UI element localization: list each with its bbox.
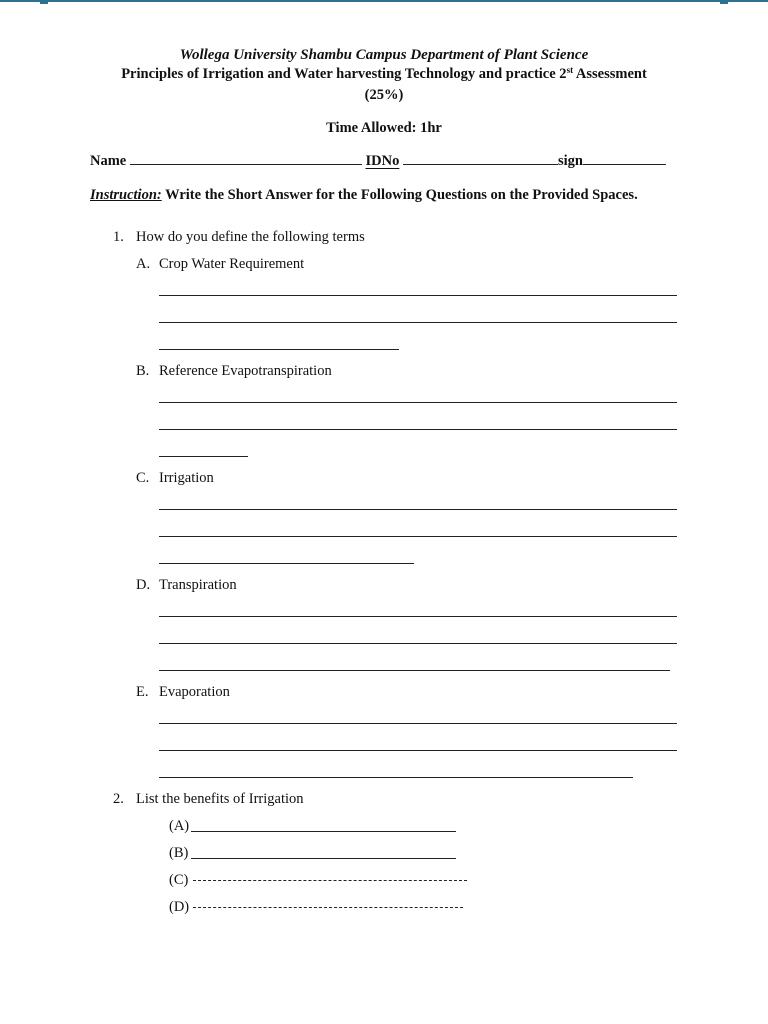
- student-info-row: [90, 152, 666, 170]
- answer-line[interactable]: [159, 322, 677, 323]
- question-1-number: 1.: [113, 229, 124, 245]
- q2-option-d-label: (D): [169, 899, 190, 915]
- course-title-suffix: Assessment: [573, 66, 647, 82]
- question-1-text: How do you define the following terms: [136, 229, 365, 245]
- instruction-text: Write the Short Answer for the Following Questions on the Provided Spaces.: [161, 187, 638, 203]
- q2-answer-line-d[interactable]: [193, 907, 463, 908]
- q1-item-b-letter: B.: [136, 363, 150, 379]
- q2-option-c-label: (C): [169, 872, 189, 888]
- answer-line[interactable]: [159, 777, 633, 778]
- corner-marker-left: [40, 0, 48, 4]
- course-title: [0, 66, 768, 83]
- q2-answer-line-a[interactable]: [191, 831, 456, 832]
- q1-item-a-letter: A.: [136, 256, 151, 272]
- answer-line[interactable]: [159, 295, 677, 296]
- instruction: [90, 187, 638, 204]
- id-label: IDNo: [365, 153, 400, 169]
- corner-marker-right: [720, 0, 728, 4]
- university-title: Wollega University Shambu Campus Department of Plant Science: [179, 47, 589, 63]
- course-title-superscript: st: [566, 65, 574, 75]
- answer-line[interactable]: [159, 723, 677, 724]
- answer-line[interactable]: [159, 509, 677, 510]
- q1-item-e-letter: E.: [136, 684, 149, 700]
- q1-item-d-term: Transpiration: [159, 577, 237, 593]
- q1-item-b-term: Reference Evapotranspiration: [159, 363, 332, 379]
- answer-line[interactable]: [159, 563, 414, 564]
- answer-line[interactable]: [159, 670, 670, 671]
- q2-answer-line-b[interactable]: [191, 858, 456, 859]
- answer-line[interactable]: [159, 349, 399, 350]
- q2-answer-line-c[interactable]: [193, 880, 467, 881]
- name-field[interactable]: [130, 152, 362, 165]
- q1-item-c-term: Irrigation: [159, 470, 214, 486]
- answer-line[interactable]: [159, 536, 677, 537]
- answer-line[interactable]: [159, 456, 248, 457]
- sign-field[interactable]: [583, 152, 666, 165]
- answer-line[interactable]: [159, 616, 677, 617]
- course-title-text: Principles of Irrigation and Water harvesting Technology and practice 2: [121, 66, 567, 82]
- q2-option-b-label: (B): [169, 845, 189, 861]
- id-field[interactable]: [403, 152, 558, 165]
- answer-line[interactable]: [159, 643, 677, 644]
- q1-item-c-letter: C.: [136, 470, 150, 486]
- time-allowed: Time Allowed: 1hr: [326, 120, 442, 136]
- q2-option-a-label: (A): [169, 818, 190, 834]
- name-label: Name: [90, 153, 127, 169]
- page-top-border: [0, 0, 768, 2]
- q1-item-a-term: Crop Water Requirement: [159, 256, 305, 272]
- question-2-text: List the benefits of Irrigation: [136, 791, 304, 807]
- answer-line[interactable]: [159, 429, 677, 430]
- sign-label: sign: [557, 153, 583, 169]
- q1-item-e-term: Evaporation: [159, 684, 230, 700]
- answer-line[interactable]: [159, 402, 677, 403]
- answer-line[interactable]: [159, 750, 677, 751]
- marks-label: (25%): [364, 87, 404, 103]
- instruction-label: Instruction:: [90, 187, 162, 203]
- q1-item-d-letter: D.: [136, 577, 151, 593]
- question-2-number: 2.: [113, 791, 124, 807]
